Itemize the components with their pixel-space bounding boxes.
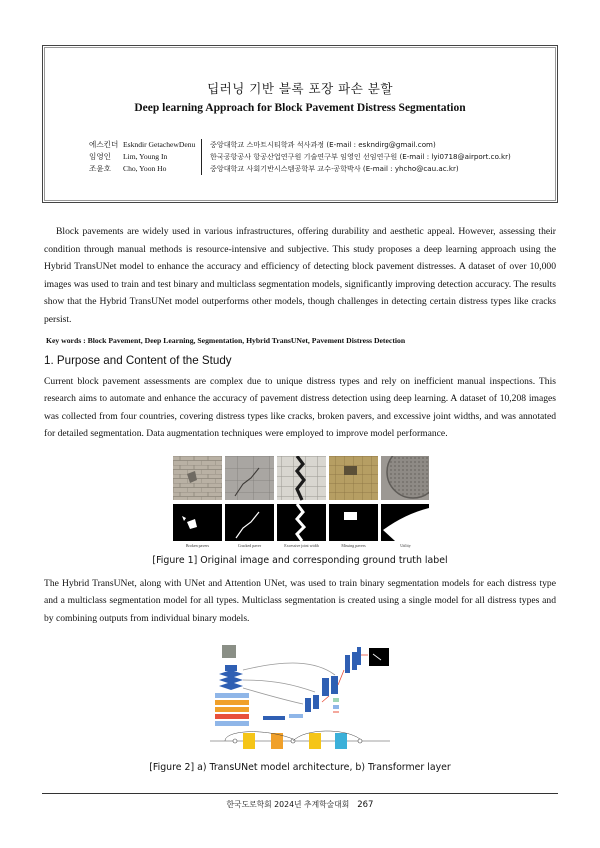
photo-cracked-paver — [225, 456, 274, 500]
mask-excessive-joint-width — [277, 504, 326, 541]
author-name-en: Eskndir GetachewDenu — [123, 140, 196, 149]
photo-missing-pavers — [329, 456, 378, 500]
author-list — [89, 139, 511, 175]
author-row — [89, 163, 511, 175]
photo-broken-pavers — [173, 456, 222, 500]
mask-missing-pavers — [329, 504, 378, 541]
abstract: Block pavements are widely used in various infrastructures, offering durability and aesthetic appeal. However, assessing their condition through manual methods is resource-intensive and subjective. This study proposes a deep learning approach using the Hybrid TransUNet model to enhance the accuracy and efficiency of detecting block pavement distresses. A dataset of over 10,000 images was used to train and test binary and multiclass segmentation models, significantly improving detection accuracy. The results show that the Hybrid TransUNet model outperforms other models, though challenges in detecting certain distress types like cracks persist. — [44, 226, 556, 325]
author-row — [89, 139, 511, 151]
photo-utility — [381, 456, 429, 500]
author-name-ko: 에스킨더 — [89, 140, 119, 149]
figure-1 — [173, 456, 429, 550]
figure-1-caption: [Figure 1] Original image and corresponding ground truth label — [152, 555, 448, 566]
body-paragraph: Current block pavement assessments are complex due to unique distress types and rely on inefficient manual inspections. This research aims to automate and enhance the accuracy of pavement distress detection using deep learning. A dataset of 10,208 images was collected from four countries, covering distress types like cracks, broken pavers, and excessive joint widths, and was annotated for detailed segmentation. Data augmentation techniques were employed to improve model performance. — [44, 376, 556, 440]
author-name-en: Cho, Yoon Ho — [123, 164, 167, 173]
mask-broken-pavers — [173, 504, 222, 541]
page-footer — [0, 799, 600, 810]
author-affiliation: 한국공항공사 항공산업연구원 기술연구부 임영인 선임연구원 (E-mail : lyi0718@airport.co.kr) — [210, 152, 511, 161]
author-divider — [201, 163, 202, 175]
mask-cracked-paver — [225, 504, 274, 541]
title-english: Deep learning Approach for Block Pavement Distress Segmentation — [134, 102, 466, 114]
author-row — [89, 151, 511, 163]
mask-utility — [381, 504, 429, 541]
figure-2-caption: [Figure 2] a) TransUNet model architecture, b) Transformer layer — [149, 762, 451, 773]
figure-label: Cracked paver — [237, 543, 262, 548]
figure-1-image — [173, 456, 429, 550]
author-name-ko: 조윤호 — [89, 164, 112, 173]
author-affiliation: 중앙대학교 스마트시티학과 석사과정 (E-mail : eskndirg@gmail.com) — [210, 140, 436, 149]
conference-name: 한국도로학회 2024년 추계학술대회 — [226, 800, 350, 809]
author-divider — [201, 139, 202, 151]
page-number: 267 — [357, 800, 374, 810]
photo-excessive-joint-width — [277, 456, 326, 500]
figure-label: Broken pavers — [185, 543, 210, 548]
author-divider — [201, 151, 202, 163]
author-name-en: Lim, Young In — [123, 152, 168, 161]
title-box — [42, 45, 558, 203]
body-paragraph: The Hybrid TransUNet, along with UNet and Attention UNet, was used to train binary segmentation models for each distress type and a multiclass segmentation model for all types. Multiclass segmentation is created using a single model for all distress types and by combining outputs from individual binary models. — [44, 578, 556, 624]
figure-label: Missing pavers — [341, 543, 366, 548]
author-affiliation: 중앙대학교 사회기반시스템공학부 교수·공학박사 (E-mail : yhcho@cau.ac.kr) — [210, 164, 459, 173]
section-heading: 1. Purpose and Content of the Study — [44, 354, 232, 367]
keywords: Key words : Block Pavement, Deep Learning, Segmentation, Hybrid TransUNet, Pavement Distress Detection — [46, 336, 406, 345]
figure-2-diagram — [205, 640, 395, 755]
author-name-ko: 임영인 — [89, 152, 112, 161]
figure-2 — [205, 640, 395, 755]
figure-label: Excessive joint width — [284, 543, 319, 548]
title-korean: 딥러닝 기반 블록 포장 파손 분할 — [207, 81, 393, 96]
figure-label: Utility — [400, 543, 411, 548]
footer-rule — [42, 793, 558, 794]
